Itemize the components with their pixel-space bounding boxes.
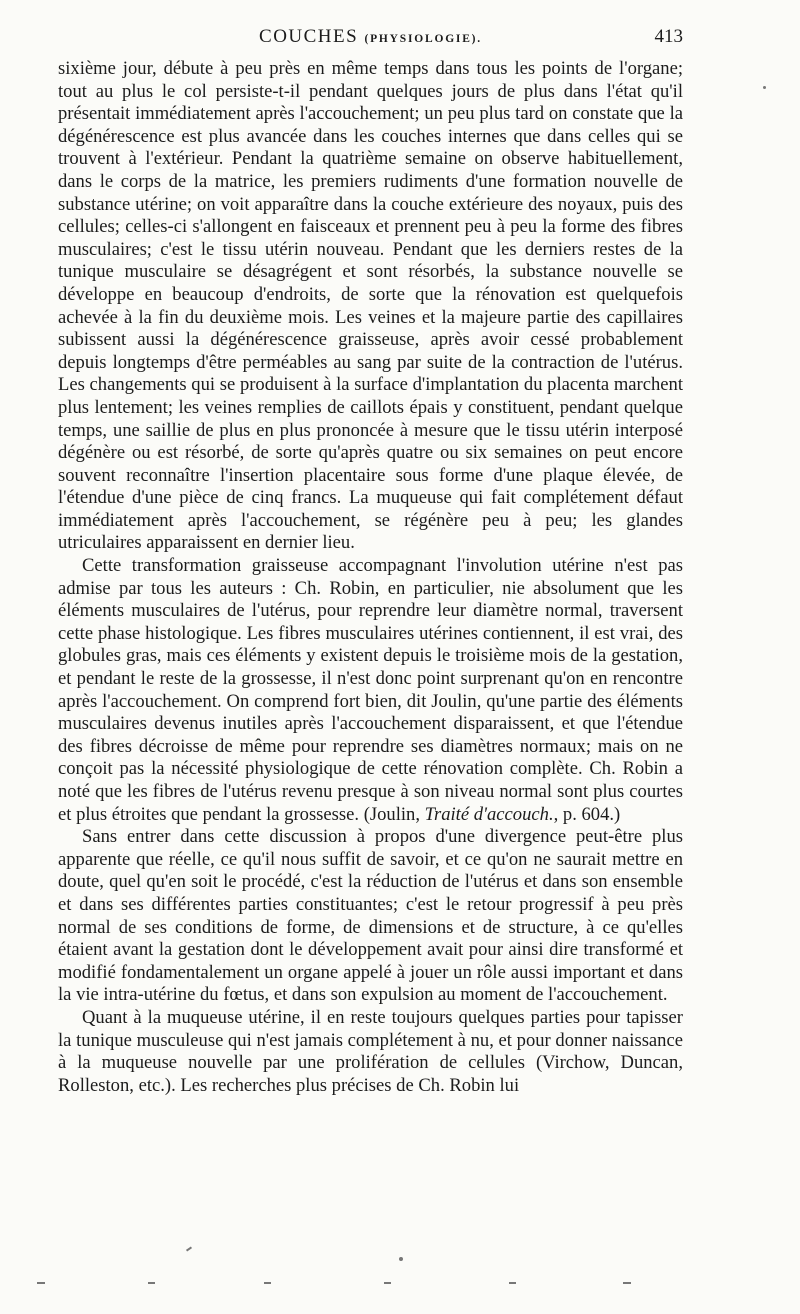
paragraph-4	[58, 1007, 683, 1097]
citation-title: Traité d'accouch.	[424, 803, 554, 825]
speck	[623, 1282, 631, 1284]
speck	[148, 1282, 155, 1284]
page-number: 413	[654, 26, 683, 47]
speck	[37, 1282, 45, 1284]
paragraph-3-text: Sans entrer dans cette discussion à propos d'une divergence peut-être plus apparente que réelle, ce qu'il nous suffit de savoir, et ce qu'on ne saurait mettre en doute, quel qu'en soit le procédé, c'est la réduction de l'utérus et dans son ensemble et dans ses différentes parties constituantes; c'est le retour progressif à peu près normal de ses conditions de forme, de dimensions et de structure, à ce qu'elles étaient avant la gestation dont le développement avait pour ainsi dire transformé et modifié fondamentalement un organe appelé à jouer un rôle aussi important et dans la vie intra-utérine du fœtus, et dans son expulsion au moment de l'accouchement.	[58, 826, 683, 1006]
running-head-subtitle: (PHYSIOLOGIE).	[364, 33, 482, 45]
running-head-title: COUCHES	[259, 26, 359, 47]
running-head	[58, 26, 683, 48]
citation-tail: , p. 604.)	[553, 803, 621, 825]
paragraph-4-text: Quant à la muqueuse utérine, il en reste toujours quelques parties pour tapisser la tunique musculeuse qui n'est jamais complétement à nu, et pour donner naissance à la muqueuse nouvelle par une prolifération de cellules (Virchow, Duncan, Rolleston, etc.). Les recherches plus précises de Ch. Robin lui	[58, 1006, 683, 1096]
body-text	[58, 58, 683, 1097]
speck	[186, 1246, 192, 1251]
speck	[399, 1257, 403, 1261]
paragraph-2	[58, 555, 683, 826]
paragraph-3	[58, 826, 683, 1007]
page-header	[58, 22, 683, 52]
speck	[264, 1282, 271, 1284]
speck	[384, 1282, 391, 1284]
paragraph-1-text: sixième jour, débute à peu près en même temps dans tous les points de l'organe; tout au plus le col persiste-t-il pendant quelques jours de plus dans l'état qu'il présentait immédiatement après l'accouchement; un peu plus tard on constate que la dégénérescence est plus avancée dans les couches internes que dans celles qui se trouvent à l'extérieur. Pendant la quatrième semaine on observe habituellement, dans le corps de la matrice, les premiers rudiments d'une formation nouvelle de substance utérine; on voit apparaître dans la couche extérieure des noyaux, puis des cellules; celles-ci s'allongent en faisceaux et prennent peu à peu la forme des fibres musculaires; c'est le tissu utérin nouveau. Pendant que les derniers restes de la tunique musculaire se désagrégent et sont résorbés, la substance nouvelle se développe en beaucoup d'endroits, de sorte que la rénovation est quelquefois achevée à la fin du deuxième mois. Les veines et la majeure partie des capillaires subissent aussi la dégénérescence graisseuse, après avoir cessé probablement depuis longtemps d'être perméables au sang par suite de la contraction de l'utérus. Les changements qui se produisent à la surface d'implantation du placenta marchent plus lentement; les veines remplies de caillots épais y constituent, pendant quelque temps, une saillie de plus en plus prononcée à mesure que le tissu utérin interposé dégénère ou est résorbé, de sorte qu'après quatre ou six semaines on peut encore souvent reconnaître l'insertion placentaire sous forme d'une plaque élevée, de l'étendue d'une pièce de cinq francs. La muqueuse qui fait complétement défaut immédiatement après l'accouchement, se régénère peu à peu; les glandes utriculaires apparaissent en dernier lieu.	[58, 58, 683, 554]
paragraph-2-text: Cette transformation graisseuse accompagnant l'involution utérine n'est pas admise par tous les auteurs : Ch. Robin, en particulier, nie absolument que les éléments musculaires de l'utérus, pour reprendre leur diamètre normal, traversent cette phase histologique. Les fibres musculaires utérines contiennent, il est vrai, des globules gras, mais ces éléments y existent depuis le troisième mois de la gestation, et pendant le reste de la grossesse, il n'est donc point surprenant qu'on en rencontre après l'accouchement. On comprend fort bien, dit Joulin, qu'une partie des éléments musculaires devenus inutiles après l'accouchement disparaissent, et que l'étendue des fibres décroisse de même pour reprendre ses diamètres normaux; mais on ne conçoit pas la nécessité physiologique de cette rénovation complète. Ch. Robin a noté que les fibres de l'utérus revenu presque à son niveau normal sont plus courtes et plus étroites que pendant la grossesse. (Joulin,	[58, 555, 683, 825]
speck	[509, 1282, 516, 1284]
paragraph-1	[58, 58, 683, 555]
speck	[763, 86, 766, 89]
